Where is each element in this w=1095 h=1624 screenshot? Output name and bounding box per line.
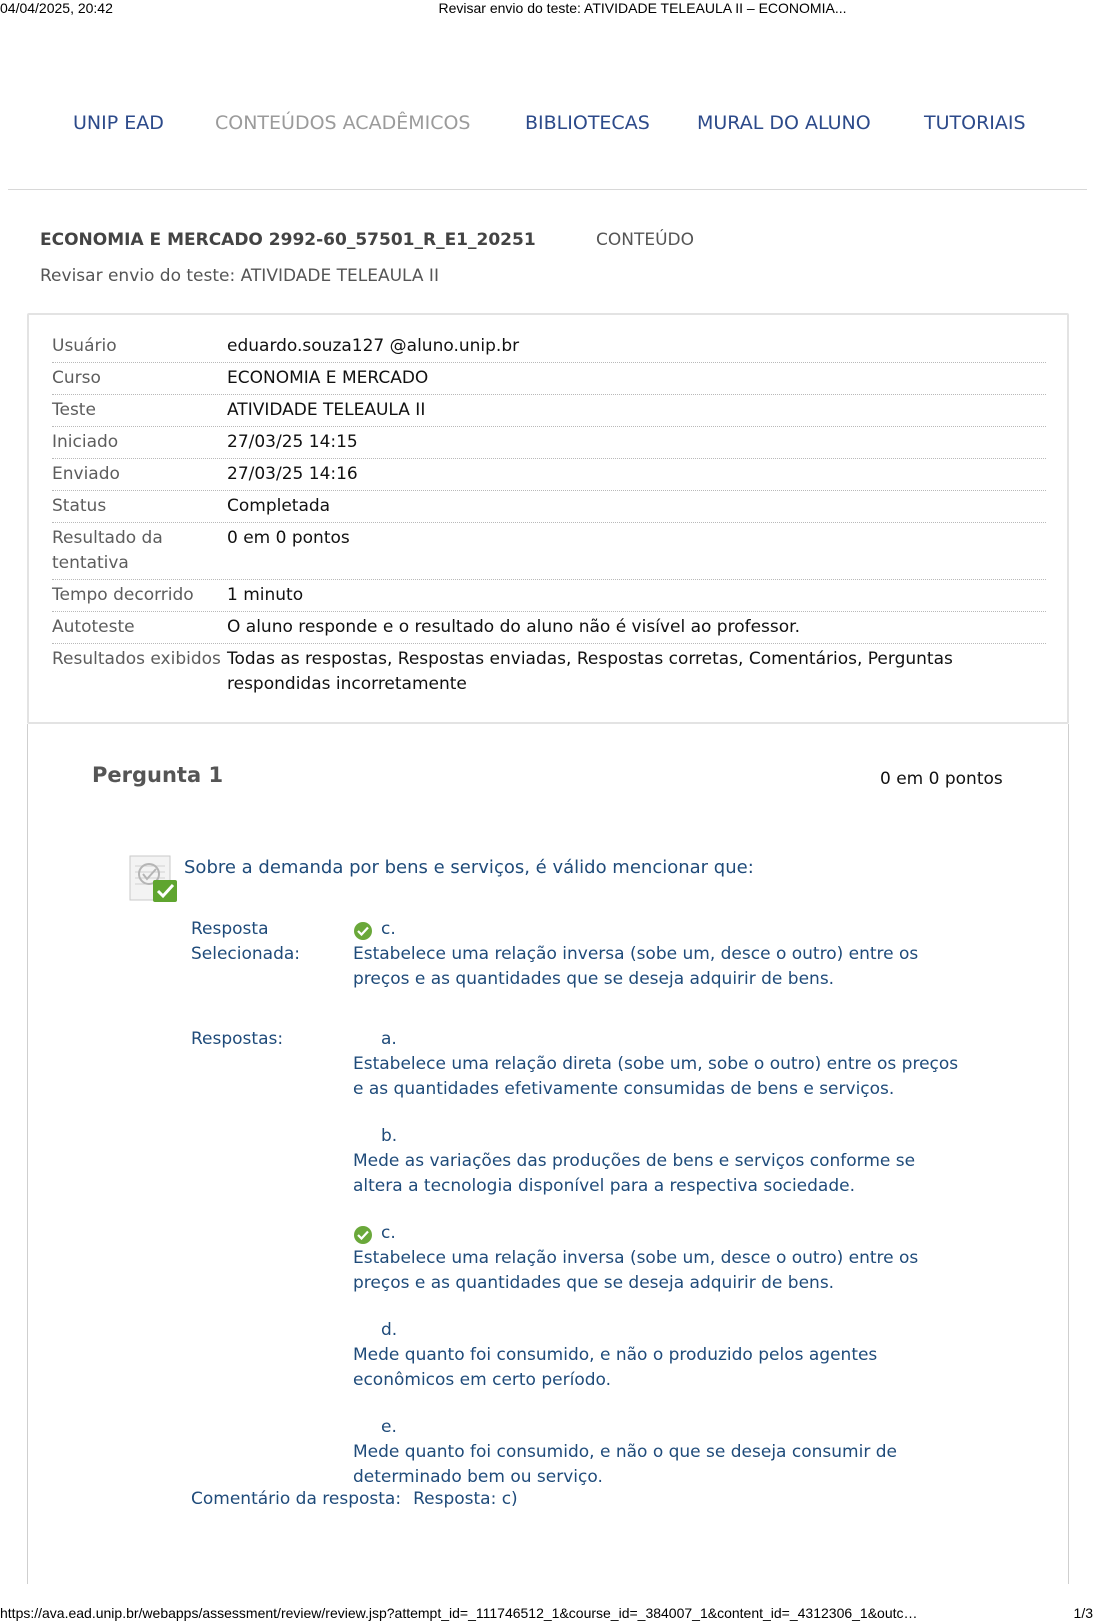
answer-option-c	[353, 1221, 963, 1296]
info-row-tempo	[52, 580, 1046, 612]
selected-answer-label: Resposta Selecionada:	[191, 919, 301, 964]
info-row-status	[52, 491, 1046, 523]
nav-bibliotecas[interactable]: BIBLIOTECAS	[525, 112, 650, 134]
info-label: Status	[52, 496, 107, 516]
print-page-number: 1/3	[1073, 1605, 1093, 1621]
info-value: 0 em 0 pontos	[227, 528, 350, 548]
page-title: Revisar envio do teste: ATIVIDADE TELEAULA II	[40, 266, 439, 286]
info-label: Iniciado	[52, 432, 119, 452]
info-row-curso	[52, 363, 1046, 395]
correct-question-icon	[129, 854, 179, 904]
nav-divider	[8, 189, 1087, 190]
selected-answer	[353, 917, 963, 992]
nav-unip-ead[interactable]: UNIP EAD	[73, 112, 164, 134]
info-value: ATIVIDADE TELEAULA II	[227, 400, 426, 420]
question-title: Pergunta 1	[92, 763, 224, 787]
info-row-usuario	[52, 331, 1046, 363]
info-row-iniciado	[52, 427, 1046, 459]
print-date: 04/04/2025, 20:42	[0, 0, 113, 16]
answer-text: Estabelece uma relação inversa (sobe um, desce o outro) entre os preços e as quantidades que se deseja adquirir de bens.	[353, 1248, 919, 1293]
answer-text: Mede quanto foi consumido, e não o que se deseja consumir de determinado bem ou serviço.	[353, 1442, 897, 1487]
breadcrumb-course[interactable]: ECONOMIA E MERCADO 2992-60_57501_R_E1_20251	[40, 230, 536, 250]
nav-mural-do-aluno[interactable]: MURAL DO ALUNO	[697, 112, 871, 134]
info-value: 27/03/25 14:15	[227, 432, 358, 452]
attempt-info-box	[27, 313, 1069, 724]
answer-letter: b.	[381, 1126, 398, 1146]
info-row-resultados-exibidos	[52, 644, 1046, 700]
info-label: Enviado	[52, 464, 120, 484]
comment-value: Resposta: c)	[413, 1489, 518, 1509]
question-points: 0 em 0 pontos	[880, 769, 1003, 789]
nav-tutoriais[interactable]: TUTORIAIS	[924, 112, 1026, 134]
info-value: 1 minuto	[227, 585, 304, 605]
answer-option-b	[353, 1124, 963, 1199]
info-row-enviado	[52, 459, 1046, 491]
info-value: O aluno responde e o resultado do aluno não é visível ao professor.	[227, 617, 800, 637]
info-label: Autoteste	[52, 617, 135, 637]
comment-label: Comentário da resposta:	[191, 1489, 402, 1509]
answer-text: Mede as variações das produções de bens e serviços conforme se altera a tecnologia disponível para a respectiva sociedade.	[353, 1151, 916, 1196]
answer-option-d	[353, 1318, 963, 1393]
info-label: Teste	[52, 400, 96, 420]
print-footer	[0, 1605, 1095, 1624]
answer-text: Mede quanto foi consumido, e não o produzido pelos agentes econômicos em certo período.	[353, 1345, 878, 1390]
answer-letter: d.	[381, 1320, 398, 1340]
info-row-autoteste	[52, 612, 1046, 644]
answer-text: Estabelece uma relação direta (sobe um, sobe o outro) entre os preços e as quantidades efetivamente consumidas de bens e serviços.	[353, 1054, 959, 1099]
top-nav	[0, 112, 1095, 148]
breadcrumb-section[interactable]: CONTEÚDO	[596, 230, 695, 250]
info-row-resultado	[52, 523, 1046, 580]
attempt-info-table	[52, 331, 1046, 700]
info-label: Tempo decorrido	[52, 585, 194, 605]
print-header	[0, 0, 1095, 18]
nav-conteudos-academicos[interactable]: CONTEÚDOS ACADÊMICOS	[215, 112, 471, 134]
answer-option-a	[353, 1027, 963, 1102]
info-value: Todas as respostas, Respostas enviadas, Respostas corretas, Comentários, Perguntas respondidas incorretamente	[227, 649, 953, 694]
info-label: Resultados exibidos	[52, 649, 221, 669]
info-value: 27/03/25 14:16	[227, 464, 358, 484]
info-label: Resultado da tentativa	[52, 528, 163, 573]
selected-letter-text: c.	[381, 919, 396, 939]
selected-answer-text: Estabelece uma relação inversa (sobe um, desce o outro) entre os preços e as quantidades que se deseja adquirir de bens.	[353, 944, 919, 989]
info-label: Curso	[52, 368, 101, 388]
correct-check-icon	[353, 921, 373, 941]
info-label: Usuário	[52, 336, 117, 356]
answers-label: Respostas:	[191, 1029, 284, 1049]
question-text: Sobre a demanda por bens e serviços, é válido mencionar que:	[184, 857, 754, 878]
info-value: Completada	[227, 496, 331, 516]
info-value: eduardo.souza127 @aluno.unip.br	[227, 336, 520, 356]
answer-letter-correct	[353, 1221, 963, 1246]
answer-comment	[191, 1489, 518, 1509]
print-url: https://ava.ead.unip.br/webapps/assessment/review/review.jsp?attempt_id=_111746512_1&course_id=_384007_1&content_id=_4312306_1&outc…	[0, 1605, 918, 1621]
answer-letter: e.	[381, 1417, 397, 1437]
selected-answer-letter	[353, 917, 963, 942]
print-title: Revisar envio do teste: ATIVIDADE TELEAULA II – ECONOMIA...	[438, 0, 847, 16]
answer-letter: c.	[381, 1223, 396, 1243]
answer-letter: a.	[381, 1029, 397, 1049]
correct-check-icon	[353, 1225, 373, 1245]
info-value: ECONOMIA E MERCADO	[227, 368, 429, 388]
info-row-teste	[52, 395, 1046, 427]
answer-option-e	[353, 1415, 963, 1490]
